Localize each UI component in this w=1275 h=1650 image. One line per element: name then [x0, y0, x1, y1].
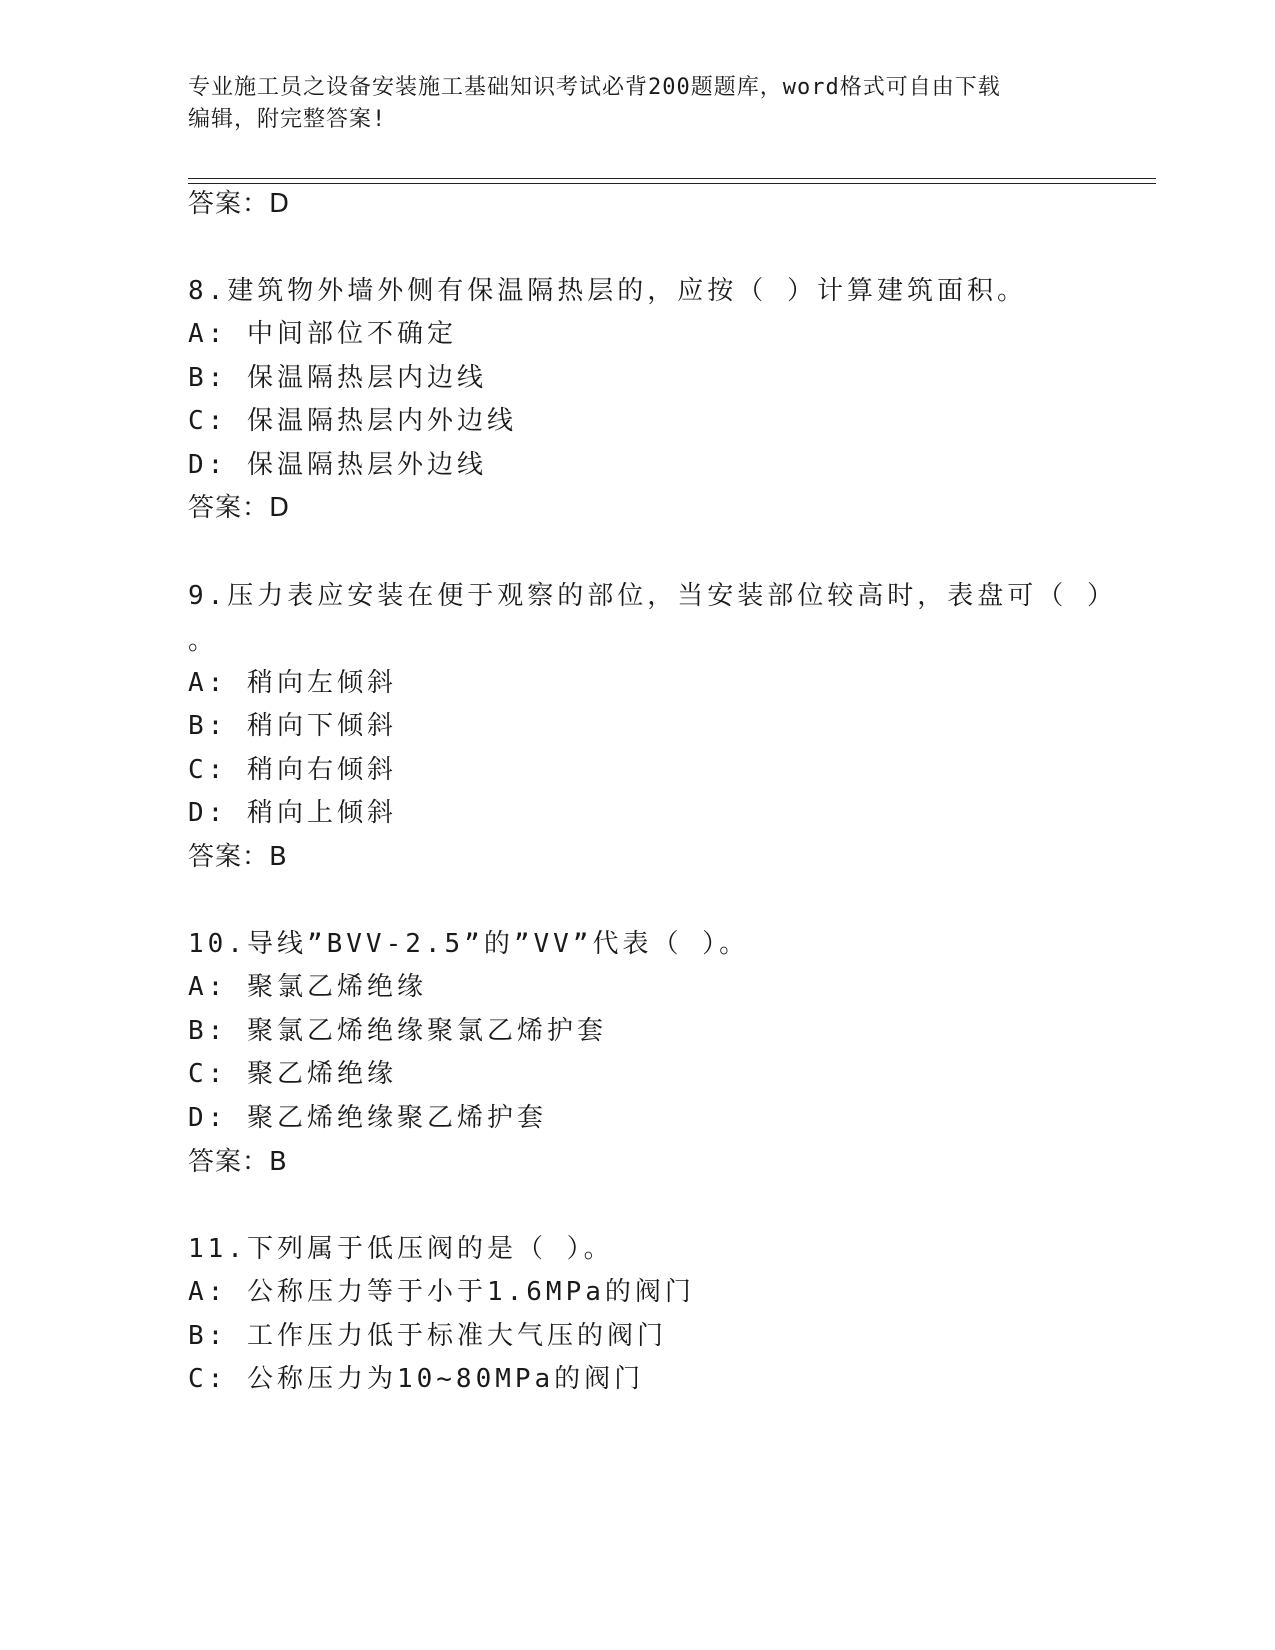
header-divider [188, 178, 1156, 179]
document-header [188, 72, 1088, 136]
option-a: A: 稍向左倾斜 [188, 668, 397, 698]
answer-line: 答案：D [188, 189, 291, 219]
question-stem-continuation: 。 [188, 626, 219, 656]
option-c: C: 公称压力为10~80MPa的阀门 [188, 1364, 645, 1394]
header-title-line-1: 专业施工员之设备安装施工基础知识考试必背200题题库，word格式可自由下载 [188, 75, 1001, 100]
option-b: B: 保温隔热层内边线 [188, 363, 487, 393]
question-stem: 8.建筑物外墙外侧有保温隔热层的，应按（ ）计算建筑面积。 [188, 276, 1027, 306]
option-c: C: 聚乙烯绝缘 [188, 1059, 397, 1089]
question-stem: 11.下列属于低压阀的是（ ）。 [188, 1234, 614, 1264]
option-d: D: 保温隔热层外边线 [188, 450, 487, 480]
option-d: D: 稍向上倾斜 [188, 798, 397, 828]
option-a: A: 公称压力等于小于1.6MPa的阀门 [188, 1277, 695, 1307]
option-a: A: 聚氯乙烯绝缘 [188, 972, 427, 1002]
header-divider-second [188, 183, 1156, 184]
answer-line: 答案：D [188, 493, 291, 523]
question-stem: 9.压力表应安装在便于观察的部位，当安装部位较高时，表盘可（ ） [188, 581, 1117, 611]
option-a: A: 中间部位不确定 [188, 319, 457, 349]
option-c: C: 稍向右倾斜 [188, 755, 397, 785]
answer-line: 答案：B [188, 842, 288, 872]
header-title-line-2: 编辑，附完整答案! [188, 107, 387, 132]
option-b: B: 稍向下倾斜 [188, 711, 397, 741]
answer-line: 答案：B [188, 1147, 288, 1177]
option-b: B: 聚氯乙烯绝缘聚氯乙烯护套 [188, 1016, 607, 1046]
option-c: C: 保温隔热层内外边线 [188, 406, 517, 436]
option-d: D: 聚乙烯绝缘聚乙烯护套 [188, 1103, 547, 1133]
option-b: B: 工作压力低于标准大气压的阀门 [188, 1321, 667, 1351]
question-stem: 10.导线”BVV-2.5”的”VV”代表（ ）。 [188, 929, 750, 959]
